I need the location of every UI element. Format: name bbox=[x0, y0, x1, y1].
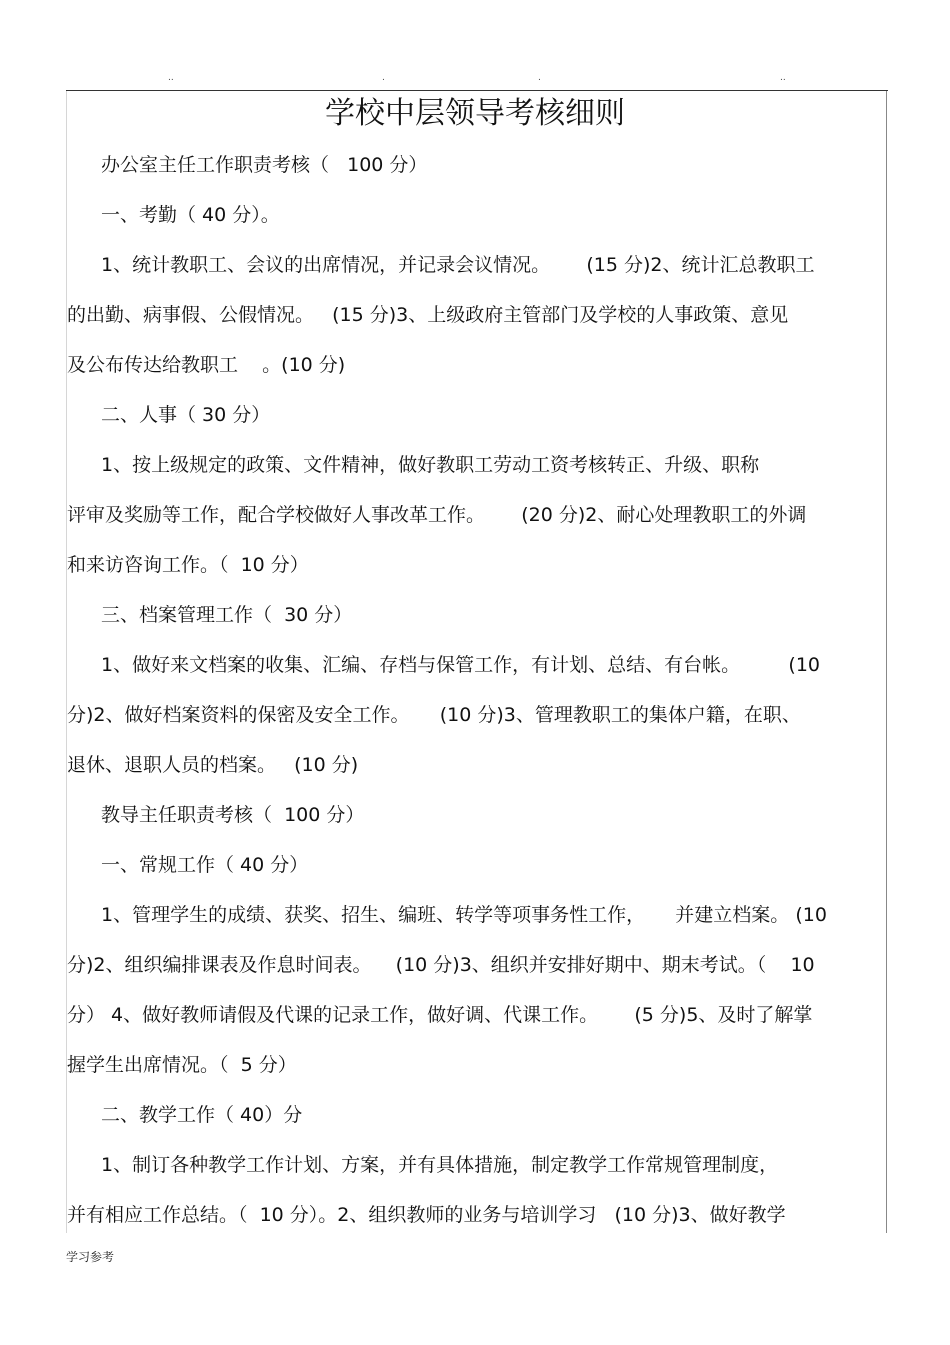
header-mark: . bbox=[538, 73, 541, 83]
subsection-heading: 二、教学工作（ 40）分 bbox=[101, 1104, 303, 1126]
paragraph-line: 1、做好来文档案的收集、汇编、存档与保管工作，有计划、总结、有台帐。 (10 bbox=[101, 654, 820, 676]
paragraph-line: 的出勤、病事假、公假情况。 (15 分)3、上级政府主管部门及学校的人事政策、意见 bbox=[67, 304, 789, 326]
section-heading: 教导主任职责考核（ 100 分） bbox=[101, 804, 365, 826]
paragraph-line: 及公布传达给教职工 。(10 分) bbox=[67, 354, 346, 376]
paragraph-line: 分)2、做好档案资料的保密及安全工作。 (10 分)3、管理教职工的集体户籍，在职、 bbox=[67, 704, 801, 726]
paragraph-line: 和来访咨询工作。（ 10 分） bbox=[67, 554, 309, 576]
page-footer: 学习参考 bbox=[66, 1250, 115, 1264]
subsection-heading: 三、档案管理工作（ 30 分） bbox=[101, 604, 353, 626]
subsection-heading: 一、常规工作（ 40 分） bbox=[101, 854, 309, 876]
paragraph-line: 握学生出席情况。（ 5 分） bbox=[67, 1054, 297, 1076]
header-mark: .. bbox=[168, 73, 174, 83]
paragraph-line: 1、按上级规定的政策、文件精神，做好教职工劳动工资考核转正、升级、职称 bbox=[101, 454, 760, 476]
paragraph-line: 评审及奖励等工作，配合学校做好人事改革工作。 (20 分)2、耐心处理教职工的外调 bbox=[67, 504, 807, 526]
paragraph-line: 退休、退职人员的档案。 (10 分) bbox=[67, 754, 359, 776]
subsection-heading: 一、考勤（ 40 分）。 bbox=[101, 204, 280, 226]
page-header bbox=[66, 72, 888, 91]
paragraph-line: 1、统计教职工、会议的出席情况，并记录会议情况。 (15 分)2、统计汇总教职工 bbox=[101, 254, 815, 276]
paragraph-line: 1、管理学生的成绩、获奖、招生、编班、转学等项事务性工作， 并建立档案。 (10 bbox=[101, 904, 827, 926]
paragraph-line: 并有相应工作总结。（ 10 分）。2、组织教师的业务与培训学习 (10 分)3、做好教学 bbox=[67, 1204, 786, 1226]
section-heading: 办公室主任工作职责考核（ 100 分） bbox=[101, 154, 428, 176]
subsection-heading: 二、人事（ 30 分） bbox=[101, 404, 271, 426]
page-border-right bbox=[886, 91, 887, 1233]
header-mark: . bbox=[382, 73, 385, 83]
document-body bbox=[67, 140, 883, 1240]
header-mark: .. bbox=[780, 73, 786, 83]
paragraph-line: 分） 4、做好教师请假及代课的记录工作，做好调、代课工作。 (5 分)5、及时了解掌 bbox=[67, 1004, 813, 1026]
paragraph-line: 分)2、组织编排课表及作息时间表。 (10 分)3、组织并安排好期中、期末考试。（ 10 bbox=[67, 954, 815, 976]
document-title: 学校中层领导考核细则 bbox=[325, 96, 625, 131]
paragraph-line: 1、制订各种教学工作计划、方案，并有具体措施，制定教学工作常规管理制度， bbox=[101, 1154, 779, 1176]
